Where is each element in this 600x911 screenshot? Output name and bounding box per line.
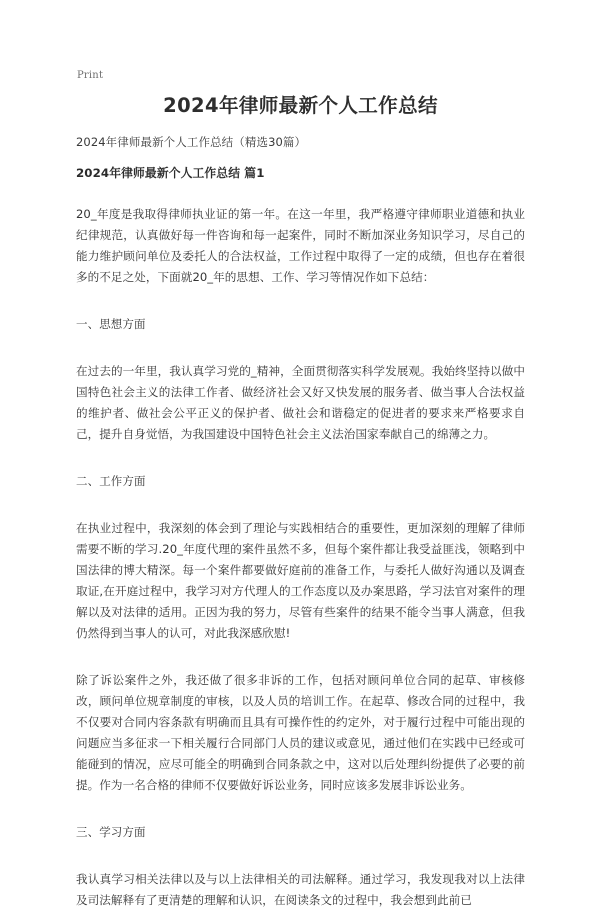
document-content	[76, 204, 525, 911]
intro-paragraph: 20_年度是我取得律师执业证的第一年。在这一年里，我严格遵守律师职业道德和执业纪律规范，认真做好每一件咨询和每一起案件，同时不断加深业务知识学习，尽自己的能力维护顾问单位及委托人的合法权益，工作过程中取得了一定的成绩，但也存在着很多的不足之处，下面就20_年的思想、工作、学习等情况作如下总结：	[76, 207, 525, 284]
section-2-paragraph-2: 除了诉讼案件之外，我还做了很多非诉的工作，包括对顾问单位合同的起草、审核修改，顾问单位规章制度的审核，以及人员的培训工作。在起草、修改合同的过程中，我不仅要对合同内容条款有明确而且具有可操作性的约定外，对于履行过程中可能出现的问题应当多征求一下相关履行合同部门人员的建议或意见，通过他们在实践中已经或可能碰到的情况，应尽可能全的明确到合同条款之中，这对以后处理纠纷提供了必要的前提。作为一名合格的律师不仅要做好诉讼业务，同时应该多发展非诉讼业务。	[76, 673, 525, 792]
page-title: 2024年律师最新个人工作总结	[163, 94, 438, 117]
print-button[interactable]: Print	[77, 70, 104, 81]
section-heading-2: 二、工作方面	[76, 474, 146, 488]
document-subtitle: 2024年律师最新个人工作总结（精选30篇）	[76, 135, 307, 149]
section-heading-1: 一、思想方面	[76, 317, 146, 331]
document-body	[76, 92, 525, 911]
section-3-paragraph-1: 我认真学习相关法律以及与以上法律相关的司法解释。通过学习，我发现我对以上法律及司法解释有了更清楚的理解和认识，在阅读条文的过程中，我会想到此前已	[76, 872, 525, 907]
section-2-paragraph-1: 在执业过程中，我深刻的体会到了理论与实践相结合的重要性，更加深刻的理解了律师需要不断的学习.20_年度代理的案件虽然不多，但每个案件都让我受益匪浅，领略到中国法律的博大精深。每一个案件都要做好庭前的准备工作，与委托人做好沟通以及调查取证,在开庭过程中，我学习对方代理人的工作态度以及办案思路，学习法官对案件的理解以及对法律的适用。正因为我的努力，尽管有些案件的结果不能令当事人满意，但我仍然得到当事人的认可，对此我深感欣慰!	[76, 521, 525, 640]
document-subheading: 2024年律师最新个人工作总结 篇1	[76, 166, 265, 180]
section-heading-3: 三、学习方面	[76, 825, 146, 839]
section-1-paragraph-1: 在过去的一年里，我认真学习党的_精神，全面贯彻落实科学发展观。我始终坚持以做中国特色社会主义的法律工作者、做经济社会又好又快发展的服务者、做当事人合法权益的维护者、做社会公平正义的保护者、做社会和谐稳定的促进者的要求来严格要求自己，提升自身觉悟，为我国建设中国特色社会主义法治国家奉献自己的绵薄之力。	[76, 364, 525, 441]
